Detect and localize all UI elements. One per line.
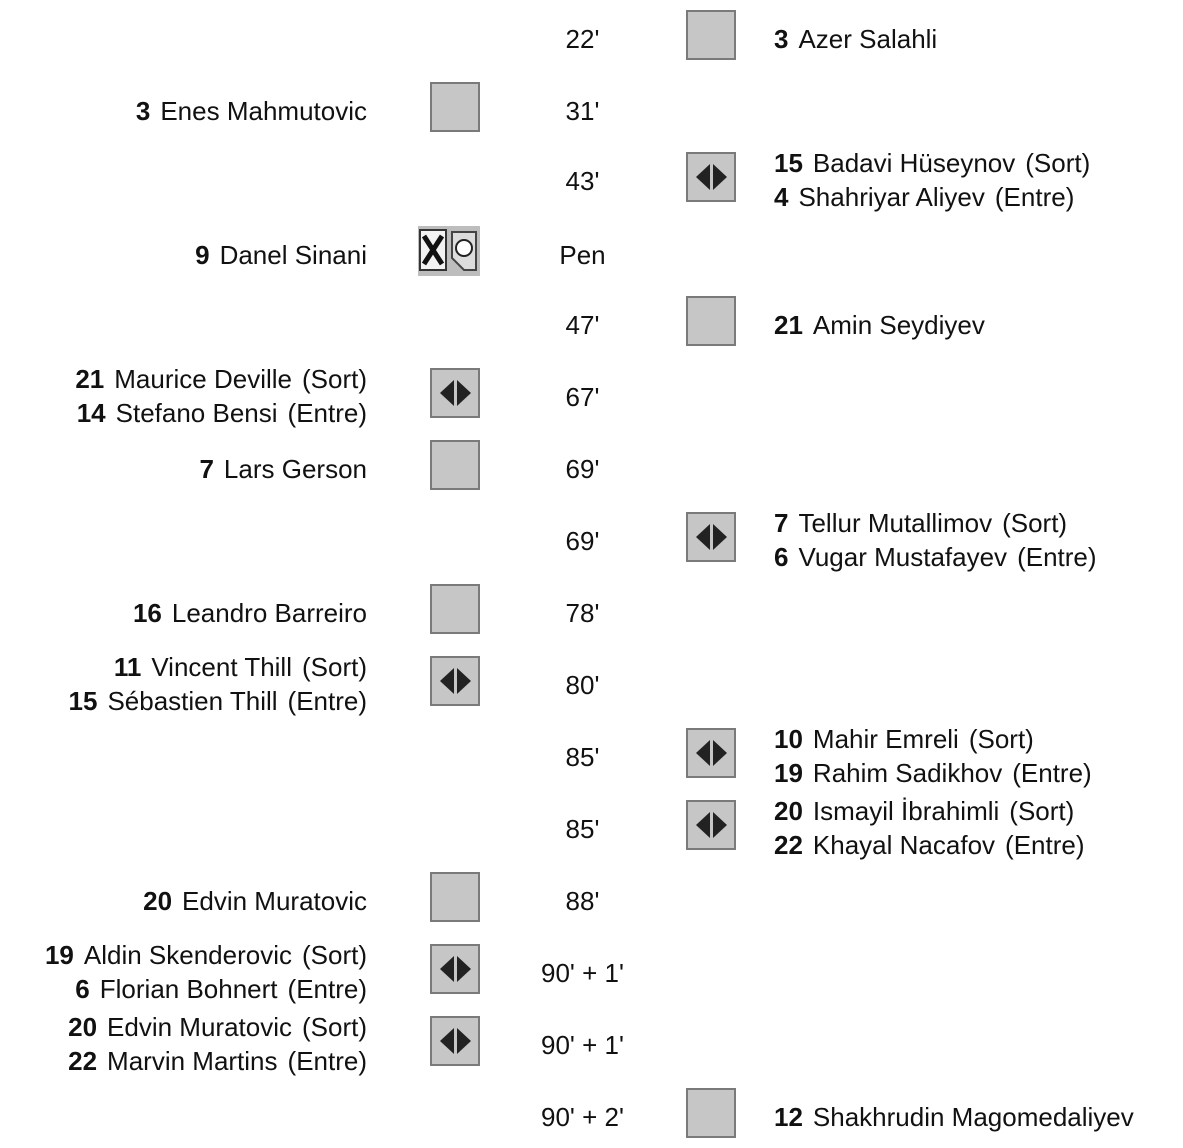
event-minute: 80' [565, 670, 600, 700]
arrow-left-icon [696, 812, 710, 838]
player-name: Khayal Nacafov [812, 830, 996, 860]
player-number: 11 [113, 652, 142, 682]
event-minute: 78' [565, 598, 600, 628]
substitution-note: (Sort) [302, 364, 367, 394]
player-name: Stefano Bensi [115, 398, 278, 428]
event-row [0, 10, 1183, 70]
player-entry [199, 452, 367, 486]
arrow-left-icon [696, 740, 710, 766]
event-players [199, 452, 367, 486]
event-players [774, 1100, 1134, 1134]
substitution-note: (Sort) [968, 724, 1034, 754]
player-entry [774, 828, 1085, 862]
event-players [774, 22, 937, 56]
event-minute: 85' [565, 742, 600, 772]
event-players [195, 238, 367, 272]
player-entry [774, 506, 1097, 540]
player-number: 20 [143, 886, 173, 916]
event-players [68, 1010, 367, 1078]
player-number: 3 [135, 96, 151, 126]
event-players [774, 506, 1097, 574]
player-number: 21 [774, 310, 803, 340]
player-number: 22 [68, 1046, 98, 1076]
event-row [0, 440, 1183, 500]
event-row [0, 226, 1183, 286]
player-name: Edvin Muratovic [182, 886, 367, 916]
player-name: Amin Seydiyev [812, 310, 985, 340]
player-number: 19 [44, 940, 74, 970]
substitution-icon [430, 1016, 480, 1066]
player-number: 7 [774, 508, 789, 538]
player-number: 9 [195, 240, 210, 270]
event-players [75, 362, 367, 430]
player-name: Leandro Barreiro [171, 598, 367, 628]
player-number: 15 [68, 686, 98, 716]
substitution-note: (Sort) [302, 1012, 367, 1042]
substitution-note: (Sort) [1002, 508, 1068, 538]
player-entry [75, 362, 367, 396]
arrow-left-icon [440, 668, 454, 694]
substitution-note: (Entre) [1005, 830, 1085, 860]
substitution-icon [686, 728, 736, 778]
player-name: Edvin Muratovic [107, 1012, 292, 1042]
event-minute: 47' [565, 310, 600, 340]
event-row [0, 872, 1183, 932]
player-name: Vincent Thill [151, 652, 292, 682]
player-entry [774, 308, 985, 342]
event-players [774, 146, 1090, 214]
card-icon [430, 584, 480, 634]
card-icon [430, 440, 480, 490]
arrow-right-icon [457, 956, 471, 982]
event-players [45, 938, 367, 1006]
event-minute: Pen [559, 240, 606, 270]
player-name: Mahir Emreli [812, 724, 959, 754]
event-row [0, 508, 1183, 572]
substitution-icon [430, 656, 480, 706]
event-minute: 43' [565, 166, 600, 196]
substitution-icon [430, 944, 480, 994]
player-entry [774, 146, 1090, 180]
event-minute: 88' [565, 886, 600, 916]
card-icon [686, 1088, 736, 1138]
player-name: Shahriyar Aliyev [798, 182, 985, 212]
player-name: Aldin Skenderovic [83, 940, 292, 970]
substitution-note: (Entre) [287, 398, 367, 428]
event-row [0, 584, 1183, 644]
event-minute: 22' [565, 24, 600, 54]
player-entry [774, 22, 937, 56]
event-row [0, 364, 1183, 428]
arrow-right-icon [457, 380, 471, 406]
event-players [774, 722, 1092, 790]
event-players [143, 884, 367, 918]
player-number: 10 [774, 724, 803, 754]
arrow-left-icon [696, 524, 710, 550]
event-minute: 69' [565, 526, 600, 556]
arrow-right-icon [457, 1028, 471, 1054]
card-icon [430, 82, 480, 132]
player-entry [69, 650, 367, 684]
player-entry [143, 884, 367, 918]
player-entry [774, 756, 1092, 790]
player-number: 14 [76, 398, 106, 428]
substitution-note: (Sort) [1025, 148, 1091, 178]
event-minute: 90' + 1' [541, 958, 624, 988]
player-entry [774, 1100, 1134, 1134]
event-row [0, 1012, 1183, 1076]
player-entry [69, 684, 367, 718]
substitution-note: (Entre) [287, 1046, 367, 1076]
player-entry [75, 396, 367, 430]
event-row [0, 724, 1183, 788]
substitution-note: (Sort) [302, 652, 367, 682]
player-number: 6 [774, 542, 789, 572]
player-number: 20 [774, 796, 803, 826]
player-entry [136, 94, 367, 128]
event-minute: 69' [565, 454, 600, 484]
event-players [136, 94, 367, 128]
event-players [133, 596, 367, 630]
player-name: Vugar Mustafayev [798, 542, 1008, 572]
card-icon [686, 296, 736, 346]
player-entry [68, 1044, 367, 1078]
event-row [0, 652, 1183, 716]
arrow-right-icon [713, 812, 727, 838]
player-name: Tellur Mutallimov [798, 508, 993, 538]
player-number: 3 [774, 24, 789, 54]
substitution-note: (Entre) [1017, 542, 1097, 572]
event-minute: 85' [565, 814, 600, 844]
event-row [0, 148, 1183, 212]
player-number: 4 [774, 182, 789, 212]
player-name: Danel Sinani [219, 240, 367, 270]
event-row [0, 1088, 1183, 1148]
player-number: 12 [774, 1102, 803, 1132]
player-entry [774, 722, 1092, 756]
player-number: 6 [75, 974, 90, 1004]
player-name: Azer Salahli [798, 24, 938, 54]
player-number: 22 [774, 830, 803, 860]
substitution-note: (Entre) [287, 974, 367, 1004]
player-entry [195, 238, 367, 272]
player-number: 16 [132, 598, 162, 628]
substitution-icon [686, 800, 736, 850]
event-row [0, 940, 1183, 1004]
player-number: 15 [774, 148, 803, 178]
substitution-note: (Entre) [994, 182, 1075, 212]
event-players [774, 308, 985, 342]
arrow-right-icon [457, 668, 471, 694]
event-row [0, 796, 1183, 860]
player-number: 19 [774, 758, 803, 788]
substitution-note: (Entre) [1012, 758, 1092, 788]
player-name: Shakhrudin Magomedaliyev [812, 1102, 1134, 1132]
player-name: Ismayil İbrahimli [812, 796, 1000, 826]
event-row [0, 82, 1183, 142]
player-name: Enes Mahmutovic [160, 96, 367, 126]
arrow-right-icon [713, 740, 727, 766]
player-name: Rahim Sadikhov [812, 758, 1003, 788]
card-icon [686, 10, 736, 60]
player-name: Badavi Hüseynov [812, 148, 1016, 178]
substitution-note: (Sort) [1009, 796, 1075, 826]
player-entry [45, 972, 367, 1006]
player-entry [45, 938, 367, 972]
event-players [69, 650, 367, 718]
substitution-icon [686, 512, 736, 562]
substitution-icon [686, 152, 736, 202]
event-players [774, 794, 1085, 862]
arrow-right-icon [713, 524, 727, 550]
substitution-icon [430, 368, 480, 418]
arrow-left-icon [440, 956, 454, 982]
event-minute: 90' + 1' [541, 1030, 624, 1060]
substitution-note: (Sort) [302, 940, 367, 970]
player-entry [133, 596, 367, 630]
player-number: 20 [68, 1012, 98, 1042]
player-entry [774, 794, 1085, 828]
player-entry [774, 540, 1097, 574]
player-number: 21 [75, 364, 105, 394]
player-name: Marvin Martins [107, 1046, 278, 1076]
arrow-left-icon [696, 164, 710, 190]
event-minute: 31' [565, 96, 600, 126]
event-row [0, 296, 1183, 356]
arrow-right-icon [713, 164, 727, 190]
player-number: 7 [199, 454, 214, 484]
substitution-note: (Entre) [287, 686, 367, 716]
arrow-left-icon [440, 380, 454, 406]
card-icon [430, 872, 480, 922]
player-name: Lars Gerson [223, 454, 367, 484]
player-name: Florian Bohnert [99, 974, 278, 1004]
event-minute: 90' + 2' [541, 1102, 624, 1132]
penalty-missed-icon [418, 226, 480, 276]
player-entry [68, 1010, 367, 1044]
arrow-left-icon [440, 1028, 454, 1054]
event-minute: 67' [565, 382, 600, 412]
player-name: Sébastien Thill [107, 686, 278, 716]
player-name: Maurice Deville [114, 364, 292, 394]
player-entry [774, 180, 1090, 214]
